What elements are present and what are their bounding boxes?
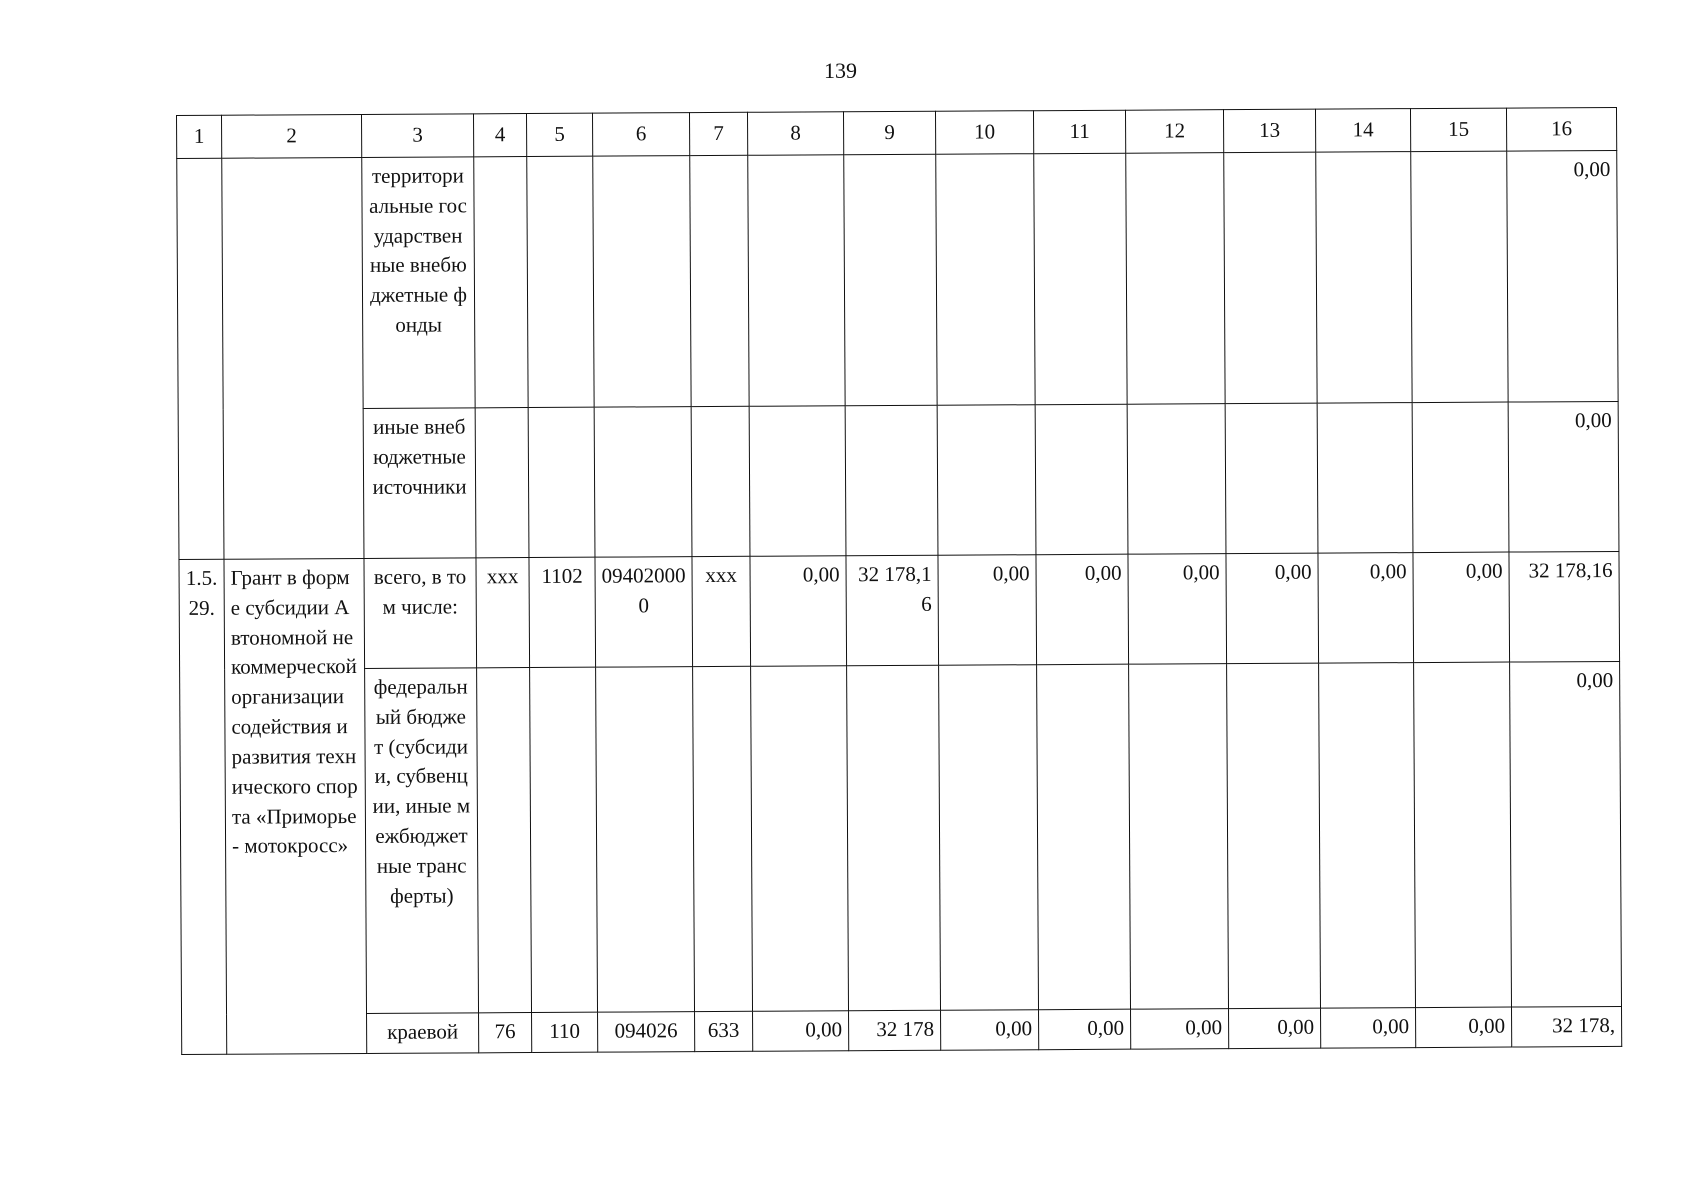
value-cell: 633 [695, 1011, 753, 1051]
page-number: 139 [824, 58, 857, 83]
header-cell: 6 [592, 113, 689, 157]
source-cell: всего, в том числе: [364, 558, 477, 669]
header-cell: 15 [1410, 108, 1506, 152]
header-cell: 8 [747, 112, 843, 156]
header-cell: 2 [222, 114, 362, 158]
header-cell: 10 [935, 111, 1033, 155]
value-cell: ххх [692, 556, 751, 666]
table-row [182, 1006, 1622, 1054]
value-cell: 0,00 [1131, 1009, 1229, 1050]
value-cell: 32 178 [849, 1010, 941, 1051]
value-cell: 094020000 [595, 557, 693, 668]
header-cell: 11 [1033, 110, 1125, 154]
value-cell: 32 178, [1512, 1006, 1622, 1047]
source-cell: территориальные государственные внебюджетные фонды [362, 157, 475, 409]
value-cell: 0,00 [1321, 1008, 1416, 1049]
value-cell: 1102 [529, 557, 596, 667]
name-cell [222, 157, 364, 559]
budget-table [176, 107, 1622, 1055]
name-cell: Грант в форме субсидии Автономной некоммерческой организации содействия и развития технического спорта «Приморье - мотокросс» [224, 558, 367, 1054]
header-cell: 4 [473, 114, 526, 157]
source-cell: федеральный бюджет (субсидии, субвенции, иные межбюджетные трансферты) [365, 668, 479, 1014]
number-cell: 1.5.29. [179, 559, 227, 1054]
value-cell: 0,00 [1318, 553, 1414, 664]
value-cell: 0,00 [750, 556, 847, 667]
value-cell: ххх [476, 558, 530, 668]
table-row [180, 661, 1622, 1014]
value-cell: 0,00 [1416, 1007, 1512, 1048]
value-cell: 0,00 [1508, 401, 1619, 552]
value-cell: 094026 [598, 1012, 695, 1053]
value-cell: 0,00 [753, 1011, 849, 1052]
value-cell: 0,00 [1226, 553, 1319, 664]
header-cell: 13 [1223, 109, 1315, 153]
value-cell: 0,00 [1036, 554, 1129, 665]
value-cell: 32 178,16 [846, 555, 939, 666]
value-cell: 0,00 [1229, 1008, 1321, 1049]
header-cell: 16 [1506, 107, 1616, 151]
value-cell: 0,00 [1507, 150, 1618, 402]
header-cell: 5 [526, 113, 592, 156]
header-cell: 7 [689, 112, 747, 155]
value-cell: 0,00 [1128, 554, 1227, 665]
value-cell: 0,00 [1413, 552, 1510, 663]
value-cell: 76 [479, 1013, 532, 1053]
table-row [178, 401, 1619, 559]
value-cell: 0,00 [938, 555, 1037, 666]
table-row [177, 150, 1618, 409]
value-cell: 32 178,16 [1509, 551, 1620, 662]
value-cell: 0,00 [1510, 661, 1622, 1007]
source-cell: краевой [367, 1013, 479, 1054]
header-cell: 3 [361, 114, 473, 158]
header-cell: 14 [1315, 109, 1410, 153]
header-cell: 9 [843, 111, 935, 155]
header-cell: 12 [1125, 110, 1223, 154]
source-cell: иные внебюджетные источники [363, 408, 476, 559]
value-cell: 0,00 [1039, 1009, 1131, 1050]
number-cell [177, 158, 224, 559]
header-cell: 1 [177, 115, 222, 158]
value-cell: 110 [532, 1012, 598, 1052]
table-row [179, 551, 1620, 669]
value-cell: 0,00 [941, 1010, 1039, 1051]
